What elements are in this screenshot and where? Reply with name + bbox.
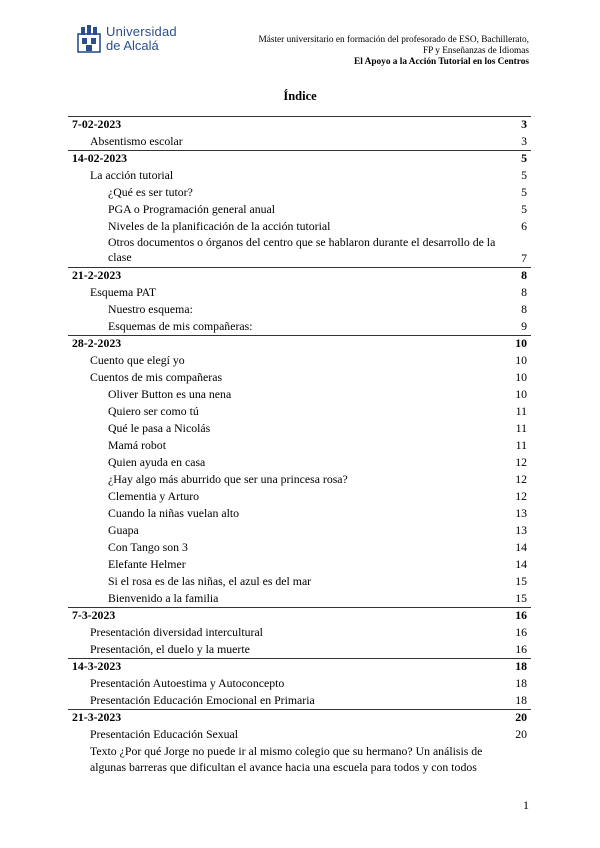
toc-entry-text: Presentación Educación Emocional en Primaria: [90, 693, 315, 707]
table-of-contents: [72, 116, 527, 777]
toc-entry-page: 10: [515, 387, 527, 401]
toc-entry[interactable]: [72, 539, 527, 556]
toc-entry-text: Texto ¿Por qué Jorge no puede ir al mismo colegio que su hermano? Un análisis de algunas barreras que dificultan el avance hacia una escuela para todos y con todos: [90, 744, 483, 774]
toc-entry-text: Bienvenido a la familia: [108, 591, 219, 605]
toc-entry[interactable]: [72, 488, 527, 505]
toc-entry-text: Presentación Autoestima y Autoconcepto: [90, 676, 285, 690]
toc-entry-page: 8: [521, 268, 527, 282]
section-divider: [68, 150, 531, 151]
page-number: 1: [523, 798, 529, 812]
toc-entry-page: 5: [521, 168, 527, 182]
toc-entry-text: ¿Qué es ser tutor?: [108, 185, 193, 199]
toc-entry[interactable]: [72, 522, 527, 539]
toc-entry-page: 8: [521, 285, 527, 299]
toc-entry[interactable]: [72, 218, 527, 235]
toc-entry-page: 13: [515, 523, 527, 537]
toc-entry-text: Niveles de la planificación de la acción tutorial: [108, 219, 331, 233]
toc-entry-page: 16: [515, 625, 527, 639]
toc-entry[interactable]: [72, 454, 527, 471]
toc-entry[interactable]: [72, 133, 527, 150]
toc-entry-text: Nuestro esquema:: [108, 302, 193, 316]
toc-entry[interactable]: [72, 692, 527, 709]
section-divider: [68, 267, 531, 268]
toc-entry-page: 11: [515, 438, 527, 452]
toc-entry[interactable]: [72, 386, 527, 403]
toc-entry-text: Clementia y Arturo: [108, 489, 200, 503]
toc-entry-page: 18: [515, 676, 527, 690]
toc-entry-page: 3: [521, 134, 527, 148]
toc-entry-text: Presentación diversidad intercultural: [90, 625, 263, 639]
toc-entry-text: Elefante Helmer: [108, 557, 186, 571]
toc-entry-page: 13: [515, 506, 527, 520]
toc-entry-text: ¿Hay algo más aburrido que ser una princesa rosa?: [108, 472, 348, 486]
page-header: [258, 35, 529, 68]
toc-entry-text: Presentación Educación Sexual: [90, 727, 239, 741]
toc-entry-text: 14-3-2023: [72, 659, 122, 673]
toc-entry-page: 10: [515, 353, 527, 367]
logo-line-1: Universidad: [106, 24, 177, 39]
toc-entry[interactable]: [72, 352, 527, 369]
toc-entry-text: Cuento que elegí yo: [90, 353, 185, 367]
toc-entry-text: Con Tango son 3: [108, 540, 188, 554]
toc-entry[interactable]: [72, 607, 527, 624]
toc-entry-page: 16: [515, 642, 527, 656]
toc-entry[interactable]: [72, 267, 527, 284]
header-line-3: El Apoyo a la Acción Tutorial en los Centros: [354, 57, 529, 67]
toc-entry-text: 21-3-2023: [72, 710, 122, 724]
toc-entry[interactable]: [72, 420, 527, 437]
toc-entry[interactable]: [72, 641, 527, 658]
toc-entry-page: 6: [521, 219, 527, 233]
toc-entry[interactable]: [72, 658, 527, 675]
toc-entry-page: 18: [515, 693, 527, 707]
toc-entry-text: La acción tutorial: [90, 168, 174, 182]
toc-entry-page: 5: [521, 151, 527, 165]
section-divider: [68, 335, 531, 336]
toc-entry-page: 15: [515, 574, 527, 588]
toc-entry[interactable]: [72, 284, 527, 301]
toc-entry[interactable]: [72, 505, 527, 522]
header-line-1: Máster universitario en formación del profesorado de ESO, Bachillerato,: [258, 35, 529, 45]
toc-entry-page: 5: [521, 202, 527, 216]
toc-entry[interactable]: [72, 556, 527, 573]
toc-entry[interactable]: [72, 573, 527, 590]
logo-line-2: de Alcalá: [106, 38, 159, 53]
toc-entry[interactable]: [72, 116, 527, 133]
section-divider: [68, 116, 531, 117]
toc-entry-text: Otros documentos o órganos del centro que se hablaron durante el desarrollo de la clase: [108, 235, 496, 264]
toc-entry-page: 10: [515, 370, 527, 384]
toc-entry[interactable]: [72, 624, 527, 641]
toc-entry-page: 11: [515, 421, 527, 435]
toc-entry-text: Esquema PAT: [90, 285, 157, 299]
toc-entry[interactable]: [72, 301, 527, 318]
toc-entry-page: 7: [521, 251, 527, 265]
section-divider: [68, 607, 531, 608]
toc-entry[interactable]: [72, 318, 527, 335]
university-crest-icon: [76, 24, 102, 54]
toc-entry[interactable]: [72, 403, 527, 420]
toc-entry-text: 14-02-2023: [72, 151, 128, 165]
toc-entry-text: Oliver Button es una nena: [108, 387, 232, 401]
toc-entry[interactable]: [72, 335, 527, 352]
toc-entry-page: 5: [521, 185, 527, 199]
toc-entry-page: 12: [515, 455, 527, 469]
toc-entry[interactable]: [72, 150, 527, 167]
toc-entry-page: 10: [515, 336, 527, 350]
header-line-2: FP y Enseñanzas de Idiomas: [422, 46, 529, 56]
toc-entry[interactable]: [72, 167, 527, 184]
toc-entry[interactable]: [72, 184, 527, 201]
toc-entry-text: Quiero ser como tú: [108, 404, 199, 418]
toc-entry[interactable]: [72, 437, 527, 454]
page-title: Índice: [283, 89, 317, 103]
toc-entry-text: 28-2-2023: [72, 336, 122, 350]
toc-entry-text: 7-3-2023: [72, 608, 116, 622]
toc-entry-page: 18: [515, 659, 527, 673]
toc-entry-text: Presentación, el duelo y la muerte: [90, 642, 250, 656]
toc-entry[interactable]: [72, 726, 527, 743]
toc-entry-page: 15: [515, 591, 527, 605]
toc-entry-text: 7-02-2023: [72, 117, 122, 131]
toc-entry-text: Esquemas de mis compañeras:: [108, 319, 253, 333]
university-logo: [76, 24, 186, 56]
toc-entry-text: 21-2-2023: [72, 268, 122, 282]
toc-entry-text: Guapa: [108, 523, 139, 537]
toc-entry-text: Absentismo escolar: [90, 134, 183, 148]
toc-entry-text: Quien ayuda en casa: [108, 455, 206, 469]
toc-entry-text: Cuando la niñas vuelan alto: [108, 506, 240, 520]
toc-entry[interactable]: [72, 709, 527, 726]
toc-entry-page: 12: [515, 489, 527, 503]
section-divider: [68, 709, 531, 710]
section-divider: [68, 658, 531, 659]
toc-entry[interactable]: [72, 675, 527, 692]
toc-entry-page: 20: [515, 727, 527, 741]
toc-entry-page: 11: [515, 404, 527, 418]
toc-entry-page: 14: [515, 540, 527, 554]
toc-entry[interactable]: [72, 369, 527, 386]
toc-entry-page: 20: [515, 710, 527, 724]
toc-entry[interactable]: [72, 201, 527, 218]
toc-entry-page: 3: [521, 117, 527, 131]
toc-entry-text: PGA o Programación general anual: [108, 202, 276, 216]
toc-entry-text: Mamá robot: [108, 438, 166, 452]
toc-entry[interactable]: [72, 590, 527, 607]
toc-entry-text: Cuentos de mis compañeras: [90, 370, 223, 384]
toc-entry-page: 9: [521, 319, 527, 333]
toc-entry-text: Qué le pasa a Nicolás: [108, 421, 211, 435]
toc-entry-page: 8: [521, 302, 527, 316]
toc-entry-page: 12: [515, 472, 527, 486]
toc-entry-text: Si el rosa es de las niñas, el azul es del mar: [108, 574, 312, 588]
toc-entry[interactable]: [72, 235, 527, 267]
toc-entry-page: 14: [515, 557, 527, 571]
toc-entry[interactable]: [72, 743, 527, 777]
toc-entry-page: 16: [515, 608, 527, 622]
toc-entry[interactable]: [72, 471, 527, 488]
